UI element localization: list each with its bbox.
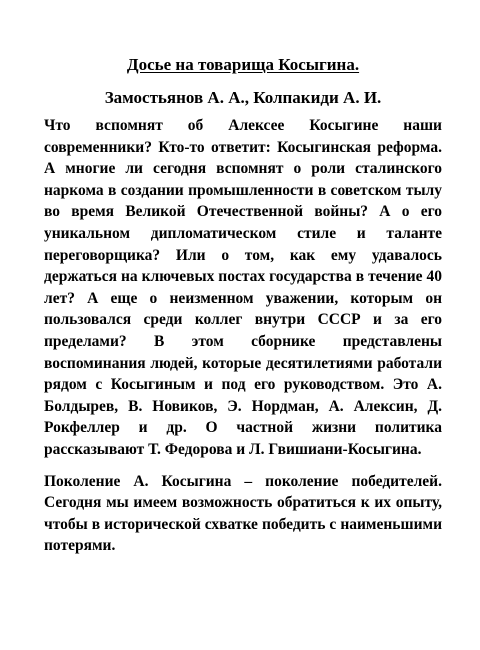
document-authors: Замостьянов А. А., Колпакиди А. И. [104,88,382,107]
paragraph-1: Что вспомнят об Алексее Косыгине наши современники? Кто-то ответит: Косыгинская реформа. А многие ли сегодня вспомнят о роли сталинского наркома в создании промышленности в советском тылу во время Великой Отечественной войны? А о его уникальном дипломатическом стиле и таланте переговорщика? Или о том, как ему удавалось держаться на ключевых постах государства в течение 40 лет? А еще о неизменном уважении, которым он пользовался среди коллег внутри СССР и за его пределами? В этом сборнике представлены воспоминания людей, которые десятилетиями работали рядом с Косыгиным и под его руководством. Это А. Болдырев, В. Новиков, Э. Нордман, А. Алексин, Д. Рокфеллер и др. О частной жизни политика рассказывают Т. Федорова и Л. Гвишиани-Косыгина. [44,117,442,458]
document-title: Досье на товарища Косыгина. [126,55,360,74]
paragraph-2: Поколение А. Косыгина – поколение победителей. Сегодня мы имеем возможность обратиться к их опыту, чтобы в исторической схватке победить с наименьшими потерями. [44,472,442,555]
